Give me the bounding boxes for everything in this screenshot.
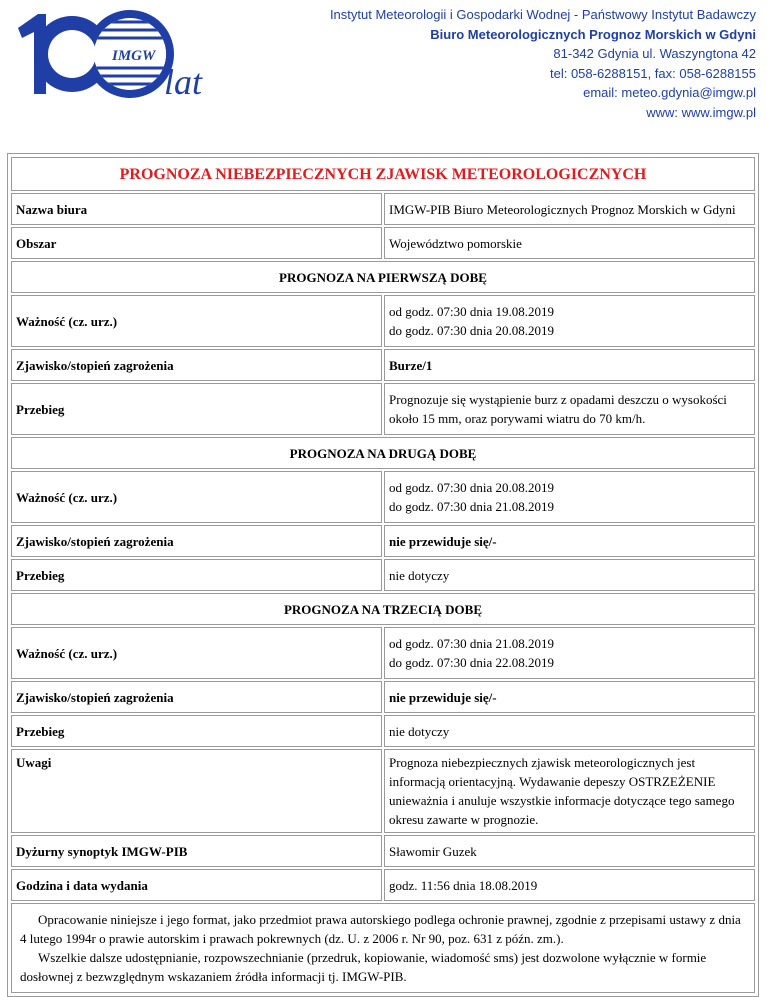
day1-validity-value: [384, 295, 755, 347]
day2-phenomenon-value: nie przewiduje się/-: [384, 525, 755, 557]
document-title: PROGNOZA NIEBEZPIECZNYCH ZJAWISK METEOROLOGICZNYCH: [11, 157, 755, 191]
day3-validity-from: od godz. 07:30 dnia 21.08.2019: [389, 636, 555, 651]
day1-validity-label: Ważność (cz. urz.): [11, 295, 382, 347]
day3-validity-to: do godz. 07:30 dnia 22.08.2019: [389, 655, 555, 670]
day3-phenomenon-label: Zjawisko/stopień zagrożenia: [11, 681, 382, 713]
forecast-table: [9, 155, 757, 995]
institute-name: Instytut Meteorologii i Gospodarki Wodnej - Państwowy Instytut Badawczy: [329, 7, 756, 22]
day2-course-label: Przebieg: [11, 559, 382, 591]
day2-validity-value: [384, 471, 755, 523]
phone-fax: tel: 058-6288151, fax: 058-6288155: [549, 65, 756, 81]
day2-course-value: nie dotyczy: [384, 559, 755, 591]
office-name: Biuro Meteorologicznych Prognoz Morskich w Gdyni: [430, 26, 756, 42]
svg-text:IMGW: IMGW: [112, 48, 156, 64]
day1-validity-from: od godz. 07:30 dnia 19.08.2019: [389, 304, 555, 319]
day2-validity-label: Ważność (cz. urz.): [11, 471, 382, 523]
day1-validity-to: do godz. 07:30 dnia 20.08.2019: [389, 323, 555, 338]
forecaster-label: Dyżurny synoptyk IMGW-PIB: [11, 835, 382, 867]
day2-validity-from: od godz. 07:30 dnia 20.08.2019: [389, 480, 555, 495]
day3-phenomenon-value: nie przewiduje się/-: [384, 681, 755, 713]
imgw-10-lat-logo: [14, 8, 219, 100]
issued-value: godz. 11:56 dnia 18.08.2019: [384, 869, 755, 901]
email-link[interactable]: email: meteo.gdynia@imgw.pl: [583, 85, 756, 101]
day2-phenomenon-label: Zjawisko/stopień zagrożenia: [11, 525, 382, 557]
contact-block: [330, 5, 756, 123]
svg-text:lat: lat: [164, 62, 203, 100]
area-value: Województwo pomorskie: [384, 227, 755, 259]
remarks-label: Uwagi: [11, 749, 382, 833]
day3-course-value: nie dotyczy: [384, 715, 755, 747]
office-value: IMGW-PIB Biuro Meteorologicznych Prognoz Morskich w Gdyni: [384, 193, 755, 225]
day3-course-label: Przebieg: [11, 715, 382, 747]
remarks-value: Prognoza niebezpiecznych zjawisk meteorologicznych jest informacją orientacyjną. Wydawanie depeszy OSTRZEŻENIE unieważnia i anuluje wszystkie informacje dotyczące tego samego okresu zawarte w prognozie.: [384, 749, 755, 833]
day3-heading: PROGNOZA NA TRZECIĄ DOBĘ: [11, 593, 755, 625]
day1-course-label: Przebieg: [11, 383, 382, 435]
day2-heading: PROGNOZA NA DRUGĄ DOBĘ: [11, 437, 755, 469]
day3-validity-label: Ważność (cz. urz.): [11, 627, 382, 679]
www-link[interactable]: www: www.imgw.pl: [646, 104, 756, 120]
copyright-paragraph-2: Wszelkie dalsze udostępnianie, rozpowszechnianie (przedruk, kopiowanie, wiadomość sms) jest dozwolone wyłącznie w formie dosłownej z bezwzględnym wskazaniem źródła informacji tj. IMGW-PIB.: [20, 950, 707, 984]
issued-label: Godzina i data wydania: [11, 869, 382, 901]
area-label: Obszar: [11, 227, 382, 259]
day2-validity-to: do godz. 07:30 dnia 21.08.2019: [389, 499, 555, 514]
day1-course-value: Prognozuje się wystąpienie burz z opadami deszczu o wysokości około 15 mm, oraz porywami wiatru do 70 km/h.: [384, 383, 755, 435]
forecast-document: [7, 153, 759, 997]
forecaster-value: Sławomir Guzek: [384, 835, 755, 867]
day1-phenomenon-value: Burze/1: [384, 349, 755, 381]
day1-heading: PROGNOZA NA PIERWSZĄ DOBĘ: [11, 261, 755, 293]
copyright-notice: [11, 903, 755, 993]
copyright-paragraph-1: Opracowanie niniejsze i jego format, jako przedmiot prawa autorskiego podlega ochronie prawnej, zgodnie z przepisami ustawy z dnia 4 lutego 1994r o prawie autorskim i prawach pokrewnych (dz. U. z 2006 r. Nr 90, poz. 631 z późn. zm.).: [20, 912, 741, 946]
address: 81-342 Gdynia ul. Waszyngtona 42: [553, 46, 756, 62]
office-label: Nazwa biura: [11, 193, 382, 225]
day3-validity-value: [384, 627, 755, 679]
day1-phenomenon-label: Zjawisko/stopień zagrożenia: [11, 349, 382, 381]
